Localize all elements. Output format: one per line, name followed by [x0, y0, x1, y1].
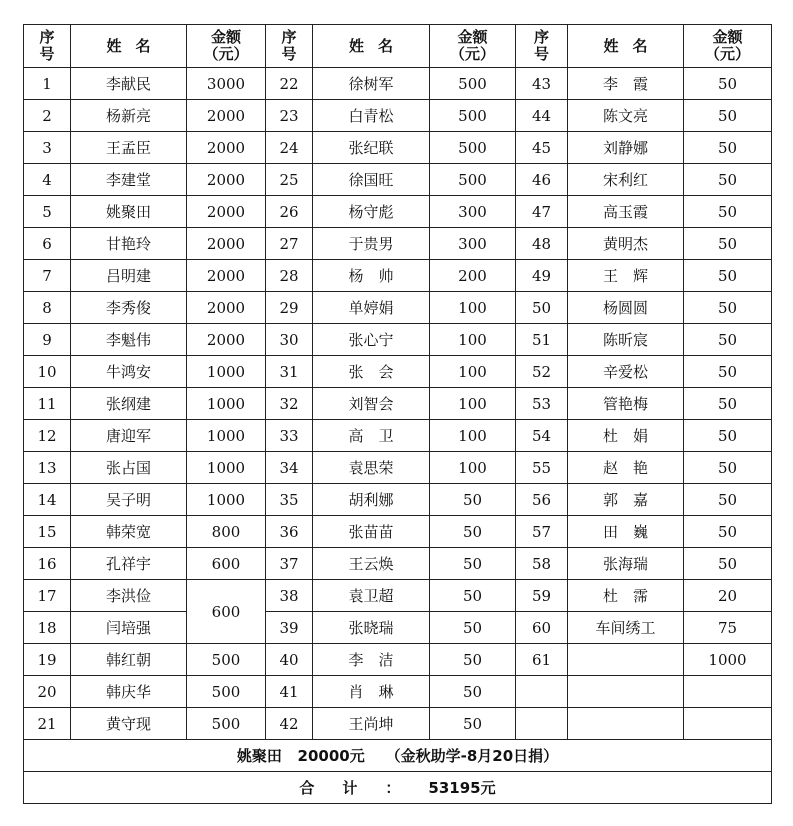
cell-amount: 100 — [430, 420, 516, 452]
cell-amount: 500 — [187, 676, 266, 708]
cell-name: 张海瑞 — [568, 548, 684, 580]
cell-seq: 7 — [24, 260, 71, 292]
cell-seq: 21 — [24, 708, 71, 740]
table-row — [24, 260, 772, 292]
cell-name: 杨圆圆 — [568, 292, 684, 324]
cell-name: 张心宁 — [313, 324, 430, 356]
seq-header: 序 号 — [516, 25, 568, 68]
cell-amount: 500 — [430, 68, 516, 100]
cell-amount: 1000 — [187, 452, 266, 484]
header-row — [24, 25, 772, 68]
cell-seq: 22 — [266, 68, 313, 100]
cell-name: 杨新亮 — [71, 100, 187, 132]
cell-amount: 2000 — [187, 260, 266, 292]
cell-name: 徐国旺 — [313, 164, 430, 196]
cell-name: 张晓瑞 — [313, 612, 430, 644]
table-row — [24, 516, 772, 548]
cell-amount: 500 — [430, 100, 516, 132]
cell-seq: 44 — [516, 100, 568, 132]
cell-amount: 50 — [430, 644, 516, 676]
cell-seq: 10 — [24, 356, 71, 388]
cell-name: 黄守现 — [71, 708, 187, 740]
cell-name: 陈昕宸 — [568, 324, 684, 356]
cell-seq: 16 — [24, 548, 71, 580]
cell-amount: 2000 — [187, 164, 266, 196]
cell-name: 高玉霞 — [568, 196, 684, 228]
cell-seq: 13 — [24, 452, 71, 484]
cell-name: 徐树军 — [313, 68, 430, 100]
cell-name: 辛爱松 — [568, 356, 684, 388]
cell-seq: 12 — [24, 420, 71, 452]
cell-seq: 6 — [24, 228, 71, 260]
table-row — [24, 132, 772, 164]
cell-seq: 23 — [266, 100, 313, 132]
total-cell: 合计：53195元 — [24, 772, 772, 804]
donation-note-row — [24, 740, 772, 772]
table-row — [24, 164, 772, 196]
table-row — [24, 580, 772, 612]
cell-seq: 35 — [266, 484, 313, 516]
cell-name: 王尚坤 — [313, 708, 430, 740]
cell-amount: 50 — [684, 484, 772, 516]
cell-seq: 5 — [24, 196, 71, 228]
cell-name — [568, 644, 684, 676]
cell-seq: 59 — [516, 580, 568, 612]
cell-amount: 50 — [684, 452, 772, 484]
cell-amount: 50 — [684, 292, 772, 324]
cell-seq: 8 — [24, 292, 71, 324]
cell-amount: 1000 — [187, 484, 266, 516]
cell-name: 杨守彪 — [313, 196, 430, 228]
table-row — [24, 356, 772, 388]
cell-seq: 14 — [24, 484, 71, 516]
cell-name: 管艳梅 — [568, 388, 684, 420]
table-row — [24, 388, 772, 420]
cell-seq: 58 — [516, 548, 568, 580]
cell-name: 吕明建 — [71, 260, 187, 292]
cell-name: 李魁伟 — [71, 324, 187, 356]
table-row — [24, 324, 772, 356]
cell-amount: 300 — [430, 196, 516, 228]
cell-seq: 45 — [516, 132, 568, 164]
name-header: 姓名 — [313, 25, 430, 68]
cell-name: 李洪俭 — [71, 580, 187, 612]
cell-seq: 31 — [266, 356, 313, 388]
cell-amount: 50 — [430, 676, 516, 708]
cell-amount: 300 — [430, 228, 516, 260]
cell-name: 牛鸿安 — [71, 356, 187, 388]
cell-amount: 100 — [430, 388, 516, 420]
cell-amount: 50 — [684, 164, 772, 196]
table-row — [24, 100, 772, 132]
cell-seq: 42 — [266, 708, 313, 740]
cell-seq: 53 — [516, 388, 568, 420]
table-row — [24, 228, 772, 260]
cell-seq: 41 — [266, 676, 313, 708]
name-header: 姓名 — [568, 25, 684, 68]
cell-seq: 48 — [516, 228, 568, 260]
cell-name: 车间绣工 — [568, 612, 684, 644]
cell-amount: 500 — [430, 164, 516, 196]
table-row — [24, 196, 772, 228]
cell-name: 袁思荣 — [313, 452, 430, 484]
cell-seq: 55 — [516, 452, 568, 484]
cell-amount: 50 — [684, 100, 772, 132]
seq-header: 序 号 — [24, 25, 71, 68]
cell-seq: 9 — [24, 324, 71, 356]
cell-amount: 500 — [187, 644, 266, 676]
cell-name: 李秀俊 — [71, 292, 187, 324]
cell-name — [568, 708, 684, 740]
cell-amount: 50 — [430, 580, 516, 612]
cell-name: 黄明杰 — [568, 228, 684, 260]
cell-seq: 1 — [24, 68, 71, 100]
cell-name: 李建堂 — [71, 164, 187, 196]
cell-seq: 17 — [24, 580, 71, 612]
cell-amount: 50 — [684, 132, 772, 164]
cell-seq: 28 — [266, 260, 313, 292]
cell-amount: 600 — [187, 548, 266, 580]
cell-seq: 52 — [516, 356, 568, 388]
total-row — [24, 772, 772, 804]
cell-amount: 1000 — [684, 644, 772, 676]
cell-name: 高 卫 — [313, 420, 430, 452]
cell-seq: 4 — [24, 164, 71, 196]
cell-name: 杜 霈 — [568, 580, 684, 612]
cell-amount: 50 — [684, 548, 772, 580]
table-row — [24, 484, 772, 516]
cell-name: 陈文亮 — [568, 100, 684, 132]
cell-name: 韩庆华 — [71, 676, 187, 708]
cell-seq: 26 — [266, 196, 313, 228]
cell-name: 韩荣宽 — [71, 516, 187, 548]
cell-name: 田 巍 — [568, 516, 684, 548]
cell-name: 孔祥宇 — [71, 548, 187, 580]
cell-name: 杨 帅 — [313, 260, 430, 292]
cell-name: 王云焕 — [313, 548, 430, 580]
cell-amount: 100 — [430, 324, 516, 356]
cell-amount — [684, 708, 772, 740]
cell-name: 吴子明 — [71, 484, 187, 516]
cell-amount: 2000 — [187, 228, 266, 260]
cell-name: 王孟臣 — [71, 132, 187, 164]
cell-seq: 39 — [266, 612, 313, 644]
cell-seq: 37 — [266, 548, 313, 580]
table-row — [24, 548, 772, 580]
cell-seq: 40 — [266, 644, 313, 676]
cell-seq: 47 — [516, 196, 568, 228]
cell-seq: 3 — [24, 132, 71, 164]
cell-seq: 20 — [24, 676, 71, 708]
cell-amount: 50 — [430, 548, 516, 580]
cell-seq: 38 — [266, 580, 313, 612]
name-header: 姓名 — [71, 25, 187, 68]
cell-seq: 27 — [266, 228, 313, 260]
cell-amount: 500 — [430, 132, 516, 164]
cell-amount: 1000 — [187, 420, 266, 452]
seq-header: 序 号 — [266, 25, 313, 68]
cell-amount: 100 — [430, 292, 516, 324]
cell-seq: 49 — [516, 260, 568, 292]
table-row — [24, 612, 772, 644]
cell-name: 王 辉 — [568, 260, 684, 292]
cell-amount — [684, 676, 772, 708]
cell-amount: 2000 — [187, 132, 266, 164]
cell-amount: 2000 — [187, 292, 266, 324]
cell-seq — [516, 708, 568, 740]
amount-header: 金额 （元） — [187, 25, 266, 68]
cell-amount: 1000 — [187, 388, 266, 420]
cell-amount: 50 — [430, 484, 516, 516]
cell-seq: 60 — [516, 612, 568, 644]
cell-amount: 600 — [187, 580, 266, 644]
cell-seq: 33 — [266, 420, 313, 452]
cell-name: 刘智会 — [313, 388, 430, 420]
cell-name: 唐迎军 — [71, 420, 187, 452]
cell-seq: 43 — [516, 68, 568, 100]
cell-amount: 2000 — [187, 100, 266, 132]
cell-seq: 50 — [516, 292, 568, 324]
cell-name: 单婷娟 — [313, 292, 430, 324]
cell-seq: 32 — [266, 388, 313, 420]
cell-name: 李 洁 — [313, 644, 430, 676]
cell-name: 张纪联 — [313, 132, 430, 164]
cell-seq: 25 — [266, 164, 313, 196]
cell-name: 甘艳玲 — [71, 228, 187, 260]
cell-amount: 50 — [430, 708, 516, 740]
cell-amount: 50 — [684, 228, 772, 260]
cell-name: 杜 娟 — [568, 420, 684, 452]
cell-seq: 56 — [516, 484, 568, 516]
table-row — [24, 68, 772, 100]
cell-name — [568, 676, 684, 708]
table-row — [24, 292, 772, 324]
cell-amount: 100 — [430, 452, 516, 484]
cell-name: 刘静娜 — [568, 132, 684, 164]
cell-name: 肖 琳 — [313, 676, 430, 708]
donor-rows — [24, 68, 772, 740]
cell-amount: 75 — [684, 612, 772, 644]
cell-seq: 18 — [24, 612, 71, 644]
cell-seq: 30 — [266, 324, 313, 356]
cell-name: 赵 艳 — [568, 452, 684, 484]
cell-amount: 50 — [684, 324, 772, 356]
table-row — [24, 452, 772, 484]
cell-name: 李献民 — [71, 68, 187, 100]
cell-amount: 50 — [684, 260, 772, 292]
cell-name: 张 会 — [313, 356, 430, 388]
cell-amount: 1000 — [187, 356, 266, 388]
cell-amount: 50 — [684, 388, 772, 420]
cell-amount: 50 — [430, 612, 516, 644]
cell-name: 白青松 — [313, 100, 430, 132]
table-row — [24, 676, 772, 708]
cell-amount: 20 — [684, 580, 772, 612]
cell-amount: 500 — [187, 708, 266, 740]
table-row — [24, 644, 772, 676]
cell-name: 张纲建 — [71, 388, 187, 420]
cell-seq: 11 — [24, 388, 71, 420]
cell-seq: 54 — [516, 420, 568, 452]
amount-header: 金额 （元） — [430, 25, 516, 68]
cell-name: 袁卫超 — [313, 580, 430, 612]
cell-seq: 51 — [516, 324, 568, 356]
cell-seq: 2 — [24, 100, 71, 132]
cell-name: 韩红朝 — [71, 644, 187, 676]
cell-name: 李 霞 — [568, 68, 684, 100]
cell-name: 姚聚田 — [71, 196, 187, 228]
cell-seq: 57 — [516, 516, 568, 548]
cell-amount: 800 — [187, 516, 266, 548]
cell-amount: 100 — [430, 356, 516, 388]
cell-amount: 50 — [684, 516, 772, 548]
cell-seq: 36 — [266, 516, 313, 548]
cell-amount: 200 — [430, 260, 516, 292]
cell-name: 张占国 — [71, 452, 187, 484]
amount-header: 金额 （元） — [684, 25, 772, 68]
cell-amount: 2000 — [187, 324, 266, 356]
cell-seq: 19 — [24, 644, 71, 676]
cell-amount: 50 — [684, 420, 772, 452]
cell-seq: 46 — [516, 164, 568, 196]
donation-table — [23, 24, 772, 804]
cell-name: 胡利娜 — [313, 484, 430, 516]
cell-amount: 2000 — [187, 196, 266, 228]
cell-name: 郭 嘉 — [568, 484, 684, 516]
cell-seq: 34 — [266, 452, 313, 484]
cell-name: 闫培强 — [71, 612, 187, 644]
donation-note: 姚聚田 20000元 （金秋助学-8月20日捐） — [24, 740, 772, 772]
cell-amount: 50 — [684, 68, 772, 100]
cell-amount: 3000 — [187, 68, 266, 100]
cell-seq: 15 — [24, 516, 71, 548]
table-row — [24, 420, 772, 452]
cell-amount: 50 — [684, 356, 772, 388]
cell-name: 宋利红 — [568, 164, 684, 196]
cell-seq: 24 — [266, 132, 313, 164]
cell-name: 于贵男 — [313, 228, 430, 260]
cell-amount: 50 — [430, 516, 516, 548]
cell-seq: 29 — [266, 292, 313, 324]
cell-name: 张苗苗 — [313, 516, 430, 548]
cell-amount: 50 — [684, 196, 772, 228]
table-row — [24, 708, 772, 740]
cell-seq — [516, 676, 568, 708]
cell-seq: 61 — [516, 644, 568, 676]
